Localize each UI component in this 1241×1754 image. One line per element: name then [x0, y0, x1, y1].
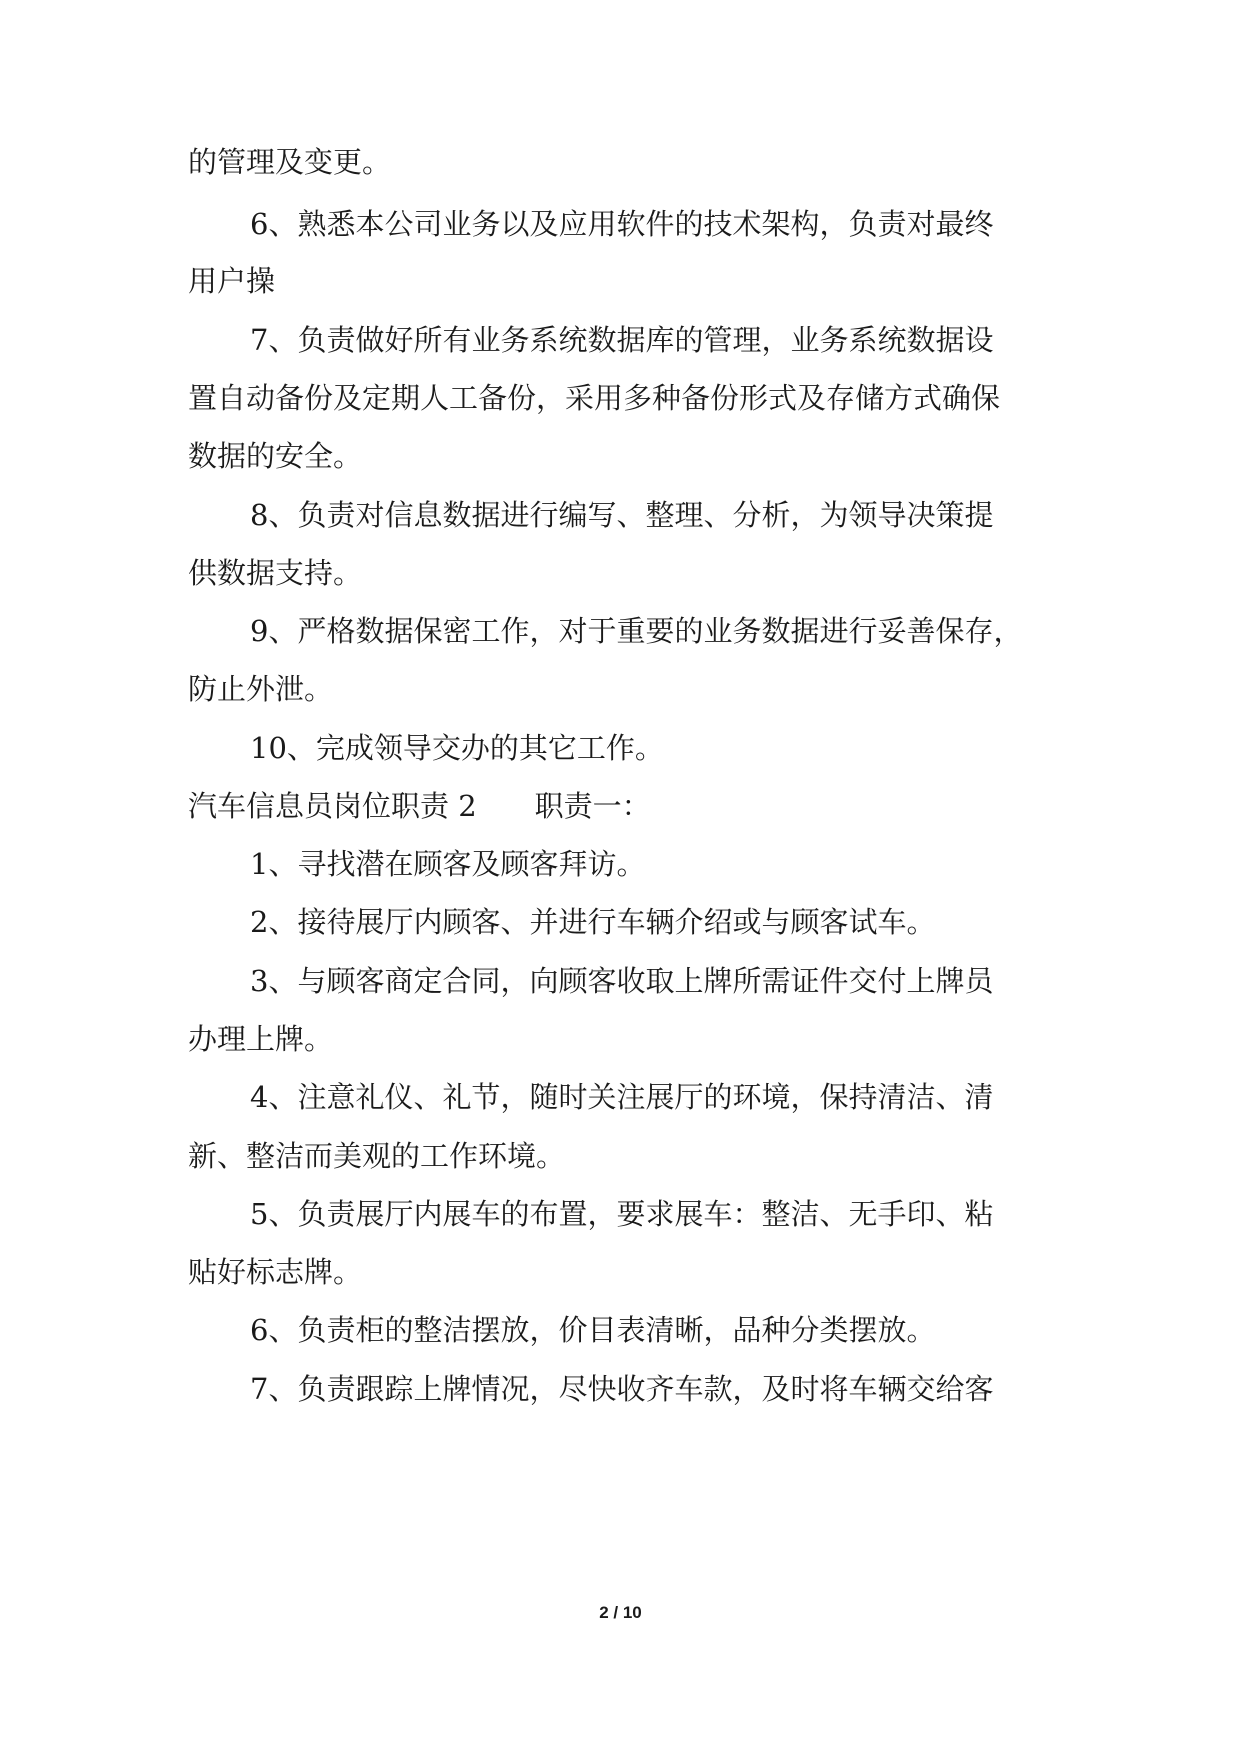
text-line: 4、注意礼仪、礼节，随时关注展厅的环境，保持清洁、清 [250, 1080, 994, 1114]
text-line: 7、负责跟踪上牌情况，尽快收齐车款，及时将车辆交给客 [250, 1372, 994, 1406]
text-line: 5、负责展厅内展车的布置，要求展车：整洁、无手印、粘 [250, 1197, 994, 1231]
text-line: 的管理及变更。 [188, 145, 392, 179]
page-number: 2 / 10 [599, 1603, 642, 1622]
text-line: 贴好标志牌。 [188, 1255, 363, 1289]
text-line: 办理上牌。 [188, 1022, 334, 1056]
text-line: 9、严格数据保密工作，对于重要的业务数据进行妥善保存， [250, 614, 1023, 648]
text-line: 数据的安全。 [188, 439, 363, 473]
text-line: 供数据支持。 [188, 556, 363, 590]
text-line: 新、整洁而美观的工作环境。 [188, 1139, 566, 1173]
text-line: 置自动备份及定期人工备份，采用多种备份形式及存储方式确保 [188, 381, 1001, 415]
text-line: 防止外泄。 [188, 672, 334, 706]
text-line: 10、完成领导交办的其它工作。 [250, 731, 664, 765]
text-line: 3、与顾客商定合同，向顾客收取上牌所需证件交付上牌员 [250, 964, 994, 998]
section-heading: 汽车信息员岗位职责 2 职责一： [188, 789, 651, 823]
text-line: 1、寻找潜在顾客及顾客拜访。 [250, 847, 646, 881]
text-line: 6、负责柜的整洁摆放，价目表清晰，品种分类摆放。 [250, 1313, 936, 1347]
text-line: 7、负责做好所有业务系统数据库的管理，业务系统数据设 [250, 323, 994, 357]
text-line: 8、负责对信息数据进行编写、整理、分析，为领导决策提 [250, 498, 994, 532]
text-line: 2、接待展厅内顾客、并进行车辆介绍或与顾客试车。 [250, 905, 936, 939]
text-line: 6、熟悉本公司业务以及应用软件的技术架构，负责对最终 [250, 207, 994, 241]
text-line: 用户操 [188, 264, 276, 298]
